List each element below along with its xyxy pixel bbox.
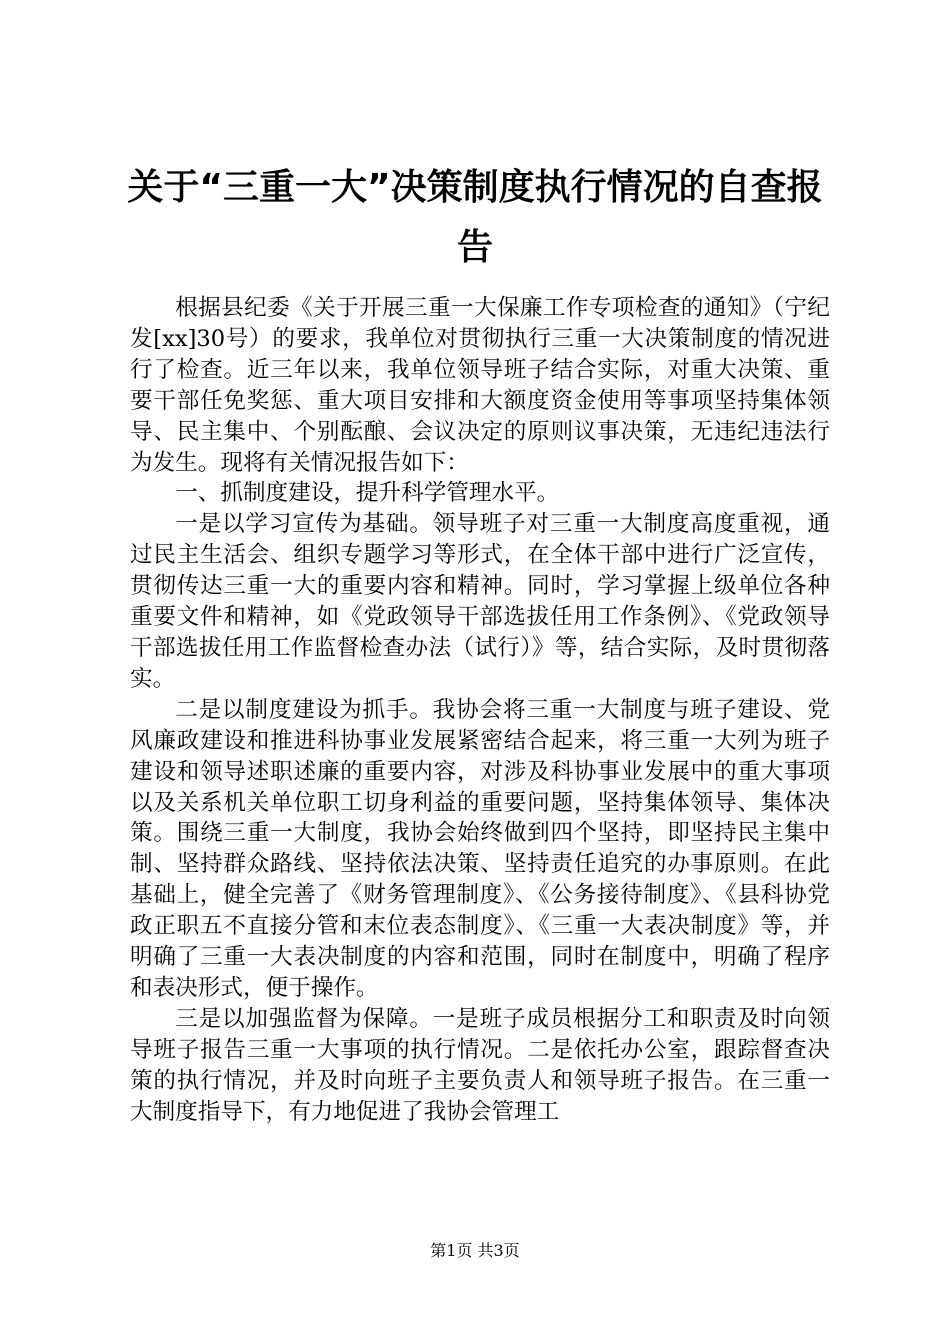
document-body <box>130 293 830 1127</box>
document-title: 关于“三重一大”决策制度执行情况的自查报告 <box>127 167 823 268</box>
paragraph-point-2: 二是以制度建设为抓手。我协会将三重一大制度与班子建设、党风廉政建设和推进科协事业发展紧密结合起来，将三重一大列为班子建设和领导述职述廉的重要内容，对涉及科协事业发展中的重大事项以及关系机关单位职工切身利益的重要问题，坚持集体领导、集体决策。围绕三重一大制度，我协会始终做到四个坚持，即坚持民主集中制、坚持群众路线、坚持依法决策、坚持责任追究的办事原则。在此基础上，健全完善了《财务管理制度》、《公务接待制度》、《县科协党政正职五不直接分管和末位表态制度》、《三重一大表决制度》等，并明确了三重一大表决制度的内容和范围，同时在制度中，明确了程序和表决形式，便于操作。 <box>130 696 830 1001</box>
paragraph-intro: 根据县纪委《关于开展三重一大保廉工作专项检查的通知》（宁纪发[xx]30号）的要求，我单位对贯彻执行三重一大决策制度的情况进行了检查。近三年以来，我单位领导班子结合实际，对重大决策、重要干部任免奖惩、重大项目安排和大额度资金使用等事项坚持集体领导、民主集中、个别酝酿、会议决定的原则议事决策，无违纪违法行为发生。现将有关情况报告如下： <box>130 295 830 476</box>
page-footer: 第1页 共3页 <box>430 1241 520 1260</box>
paragraph-point-3: 三是以加强监督为保障。一是班子成员根据分工和职责及时向领导班子报告三重一大事项的执行情况。二是依托办公室，跟踪督查决策的执行情况，并及时向班子主要负责人和领导班子报告。在三重一大制度指导下，有力地促进了我协会管理工 <box>130 1005 830 1125</box>
paragraph-point-1: 一是以学习宣传为基础。领导班子对三重一大制度高度重视，通过民主生活会、组织专题学习等形式，在全体干部中进行广泛宣传，贯彻传达三重一大的重要内容和精神。同时，学习掌握上级单位各种重要文件和精神，如《党政领导干部选拔任用工作条例》、《党政领导干部选拔任用工作监督检查办法（试行）》等，结合实际，及时贯彻落实。 <box>130 511 830 692</box>
section-heading-1: 一、抓制度建设，提升科学管理水平。 <box>175 480 560 507</box>
